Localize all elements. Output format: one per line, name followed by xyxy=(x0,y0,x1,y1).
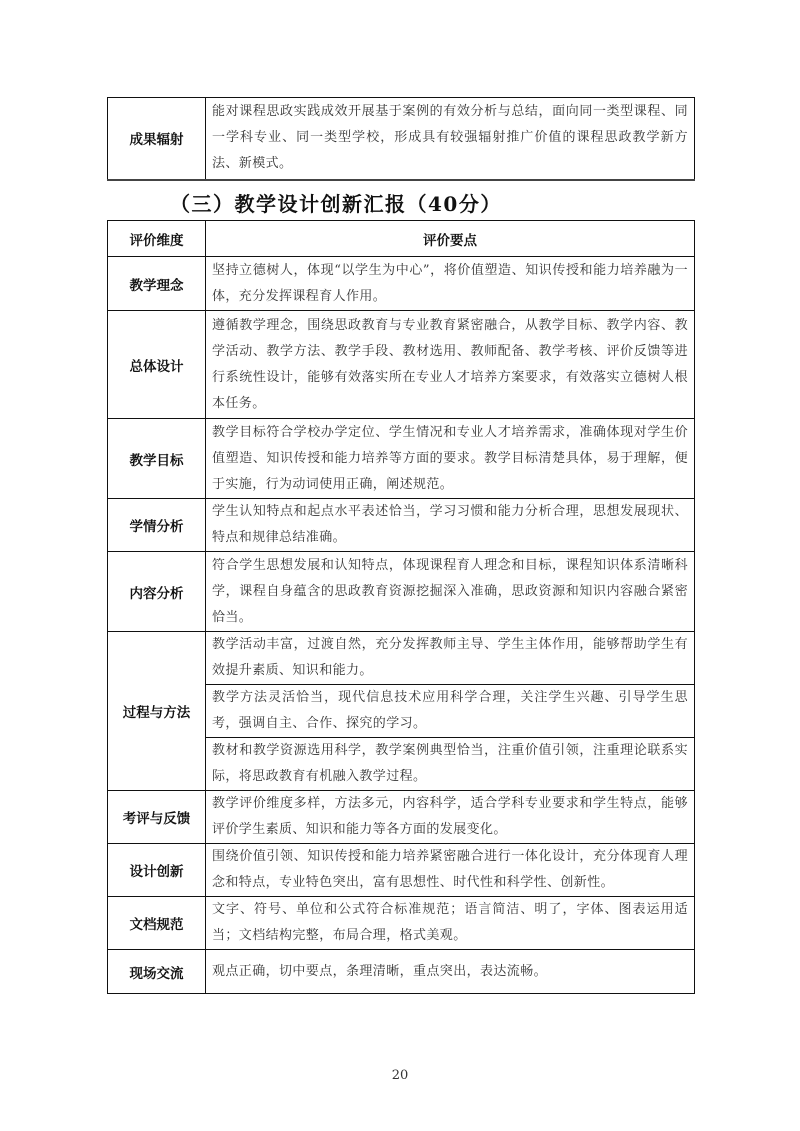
table-row xyxy=(108,844,695,897)
table-row xyxy=(108,950,695,994)
points-cell: 学生认知特点和起点水平表述恰当，学习习惯和能力分析合理，思想发展现状、特点和规律总结准确。 xyxy=(206,499,695,552)
points-cell: 能对课程思政实践成效开展基于案例的有效分析与总结，面向同一类型课程、同一学科专业、同一类型学校，形成具有较强辐射推广价值的课程思政教学新方法、新模式。 xyxy=(206,98,695,180)
dimension-cell: 过程与方法 xyxy=(108,632,206,791)
dimension-cell: 文档规范 xyxy=(108,897,206,950)
points-cell: 观点正确，切中要点，条理清晰，重点突出，表达流畅。 xyxy=(206,950,695,994)
table-row xyxy=(108,257,695,311)
points-cell: 符合学生思想发展和认知特点，体现课程育人理念和目标，课程知识体系清晰科学，课程自身蕴含的思政教育资源挖掘深入准确，思政资源和知识内容融合紧密恰当。 xyxy=(206,552,695,632)
table-row xyxy=(108,897,695,950)
table-row xyxy=(108,791,695,844)
points-cell: 教材和教学资源选用科学，教学案例典型恰当，注重价值引领，注重理论联系实际，将思政教育有机融入教学过程。 xyxy=(206,738,695,791)
table-row xyxy=(108,98,695,180)
dimension-cell: 内容分析 xyxy=(108,552,206,632)
table-row xyxy=(108,499,695,552)
dimension-cell: 考评与反馈 xyxy=(108,791,206,844)
dimension-cell: 成果辐射 xyxy=(108,98,206,180)
evaluation-table xyxy=(107,220,695,994)
dimension-cell: 设计创新 xyxy=(108,844,206,897)
points-cell: 教学评价维度多样，方法多元，内容科学，适合学科专业要求和学生特点，能够评价学生素质、知识和能力等各方面的发展变化。 xyxy=(206,791,695,844)
header-dimension: 评价维度 xyxy=(108,221,206,257)
points-cell: 教学活动丰富，过渡自然，充分发挥教师主导、学生主体作用，能够帮助学生有效提升素质、知识和能力。 xyxy=(206,632,695,685)
achievement-table-continued xyxy=(107,97,695,181)
table-row xyxy=(108,552,695,632)
points-cell: 教学方法灵活恰当，现代信息技术应用科学合理，关注学生兴趣、引导学生思考，强调自主、合作、探究的学习。 xyxy=(206,685,695,738)
points-cell: 教学目标符合学校办学定位、学生情况和专业人才培养需求，准确体现对学生价值塑造、知识传授和能力培养等方面的要求。教学目标清楚具体，易于理解，便于实施，行为动词使用正确，阐述规范。 xyxy=(206,419,695,499)
points-cell: 文字、符号、单位和公式符合标准规范；语言简洁、明了，字体、图表运用适当；文档结构完整，布局合理，格式美观。 xyxy=(206,897,695,950)
points-cell: 坚持立德树人，体现“以学生为中心”，将价值塑造、知识传授和能力培养融为一体，充分发挥课程育人作用。 xyxy=(206,257,695,311)
points-cell: 围绕价值引领、知识传授和能力培养紧密融合进行一体化设计，充分体现育人理念和特点，专业特色突出，富有思想性、时代性和科学性、创新性。 xyxy=(206,844,695,897)
table-header-row xyxy=(108,221,695,257)
table-row xyxy=(108,419,695,499)
dimension-cell: 教学理念 xyxy=(108,257,206,311)
page-number: 20 xyxy=(391,1068,409,1083)
points-cell: 遵循教学理念，围绕思政教育与专业教育紧密融合，从教学目标、教学内容、教学活动、教学方法、教学手段、教材选用、教师配备、教学考核、评价反馈等进行系统性设计，能够有效落实所在专业人才培养方案要求，有效落实立德树人根本任务。 xyxy=(206,311,695,419)
table-row xyxy=(108,311,695,419)
dimension-cell: 教学目标 xyxy=(108,419,206,499)
dimension-cell: 现场交流 xyxy=(108,950,206,994)
table-row xyxy=(108,632,695,685)
dimension-cell: 总体设计 xyxy=(108,311,206,419)
header-points: 评价要点 xyxy=(206,221,695,257)
dimension-cell: 学情分析 xyxy=(108,499,206,552)
section-title: （三）教学设计创新汇报（40分） xyxy=(170,192,502,216)
